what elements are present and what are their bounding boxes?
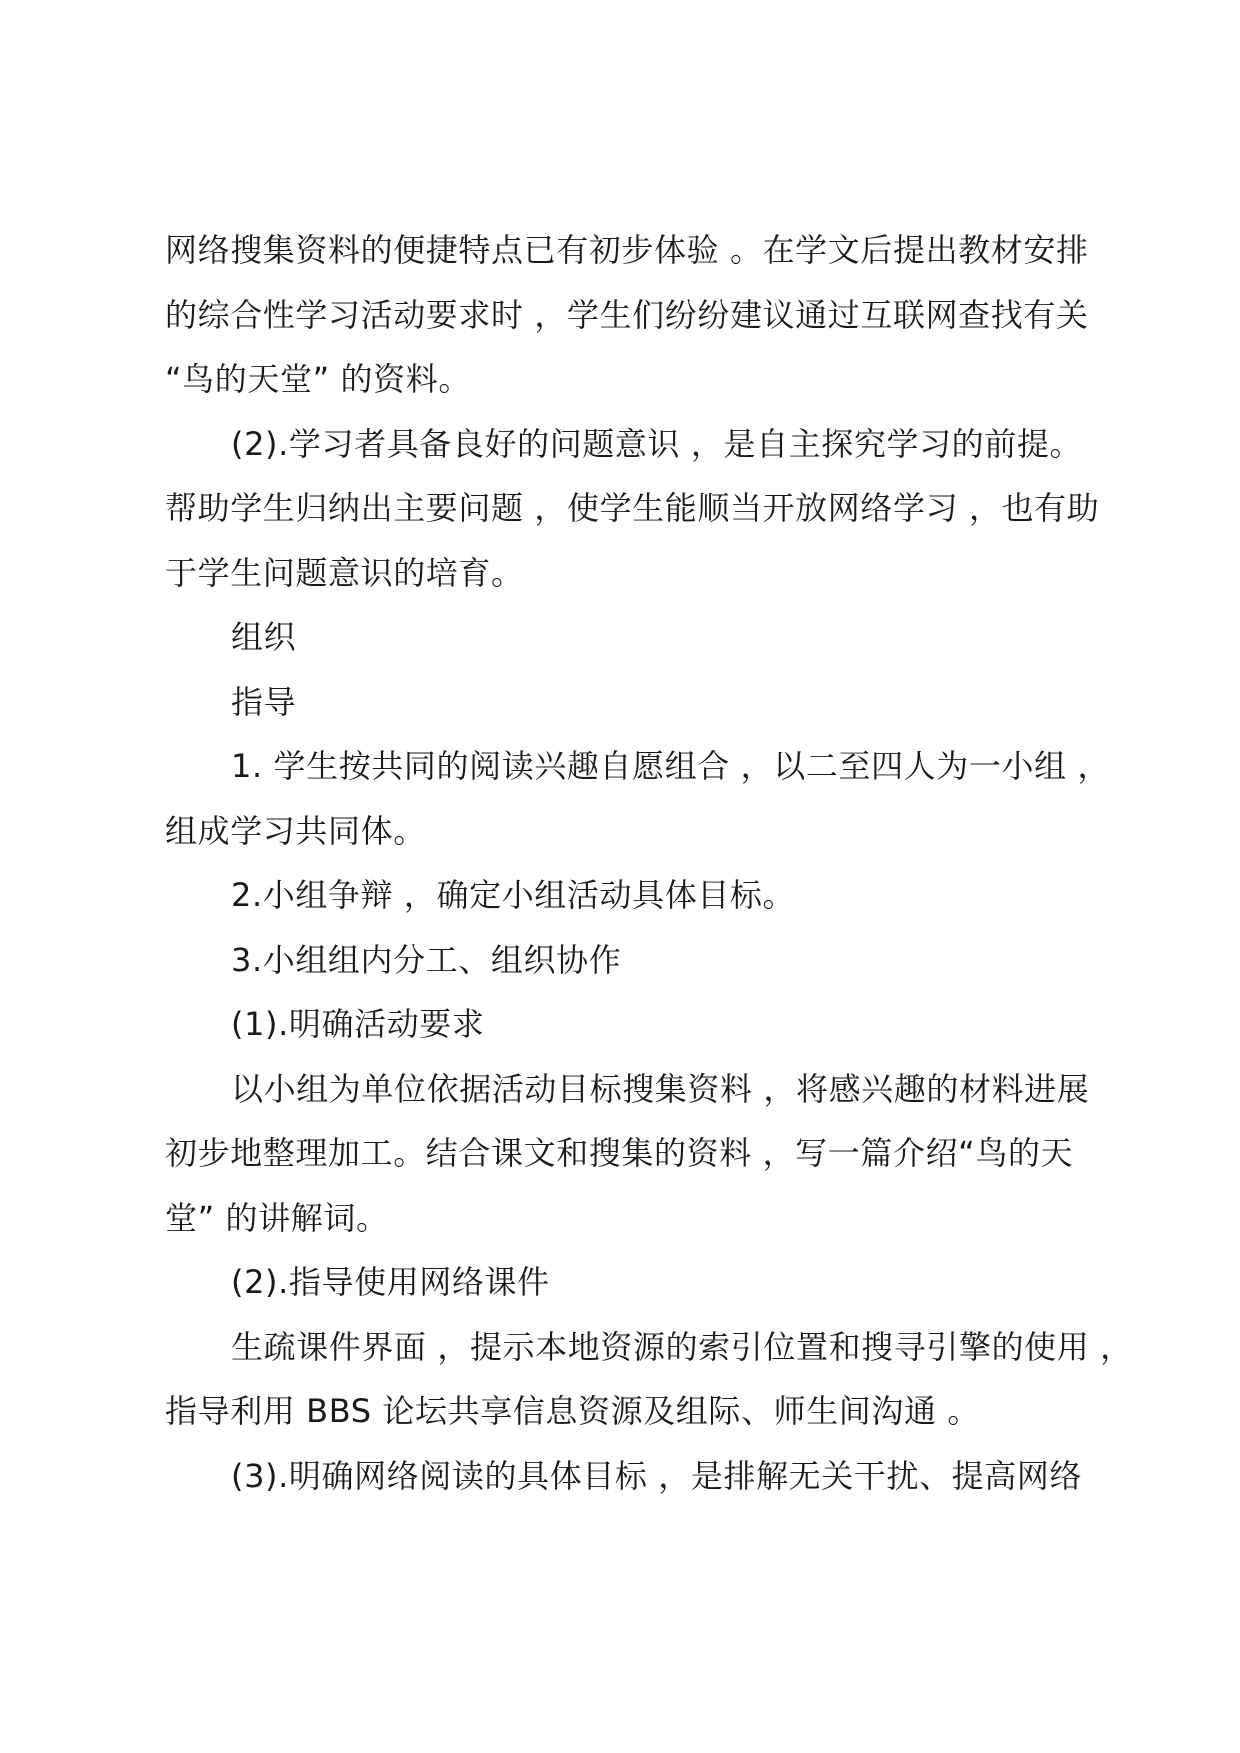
- text-line-1: 网络搜集资料的便捷特点已有初步体验 。在学文后提出教材安排: [165, 231, 1089, 269]
- text-line-13: (1).明确活动要求: [231, 1005, 485, 1043]
- text-line-6: 于学生问题意识的培育。: [165, 553, 524, 592]
- text-line-12: 3.小组组内分工、组织协作: [231, 940, 622, 979]
- text-line-8: 指导: [231, 682, 297, 721]
- text-line-4: (2).学习者具备良好的问题意识 ，是自主探究学习的前提。: [231, 424, 1083, 463]
- text-line-20: (3).明确网络阅读的具体目标 ，是排解无关干扰、提高网络: [231, 1456, 1083, 1495]
- text-line-18: 生疏课件界面 ，提示本地资源的索引位置和搜寻引擎的使用 ，: [231, 1327, 1133, 1366]
- text-line-11: 2.小组争辩 ，确定小组活动具体目标。: [231, 876, 796, 914]
- document-body: [165, 218, 1133, 1508]
- text-line-2: 的综合性学习活动要求时 ，学生们纷纷建议通过互联网查找有关: [165, 295, 1089, 334]
- text-line-7: 组织: [231, 618, 297, 656]
- text-line-14: 以小组为单位依据活动目标搜集资料 ，将感兴趣的材料进展: [231, 1069, 1090, 1108]
- text-line-16: 堂” 的讲解词。: [165, 1198, 389, 1237]
- text-line-19: 指导利用 BBS 论坛共享信息资源及组际、师生间沟通 。: [165, 1392, 980, 1430]
- text-line-17: (2).指导使用网络课件: [231, 1263, 550, 1301]
- text-line-9: 1. 学生按共同的阅读兴趣自愿组合 ，以二至四人为一小组 ，: [231, 747, 1111, 785]
- text-line-5: 帮助学生归纳出主要问题 ，使学生能顺当开放网络学习 ，也有助: [165, 489, 1100, 527]
- text-line-15: 初步地整理加工。结合课文和搜集的资料 ，写一篇介绍“鸟的天: [165, 1134, 1074, 1172]
- text-line-3: “鸟的天堂” 的资料。: [165, 360, 471, 398]
- text-line-10: 组成学习共同体。: [165, 811, 426, 850]
